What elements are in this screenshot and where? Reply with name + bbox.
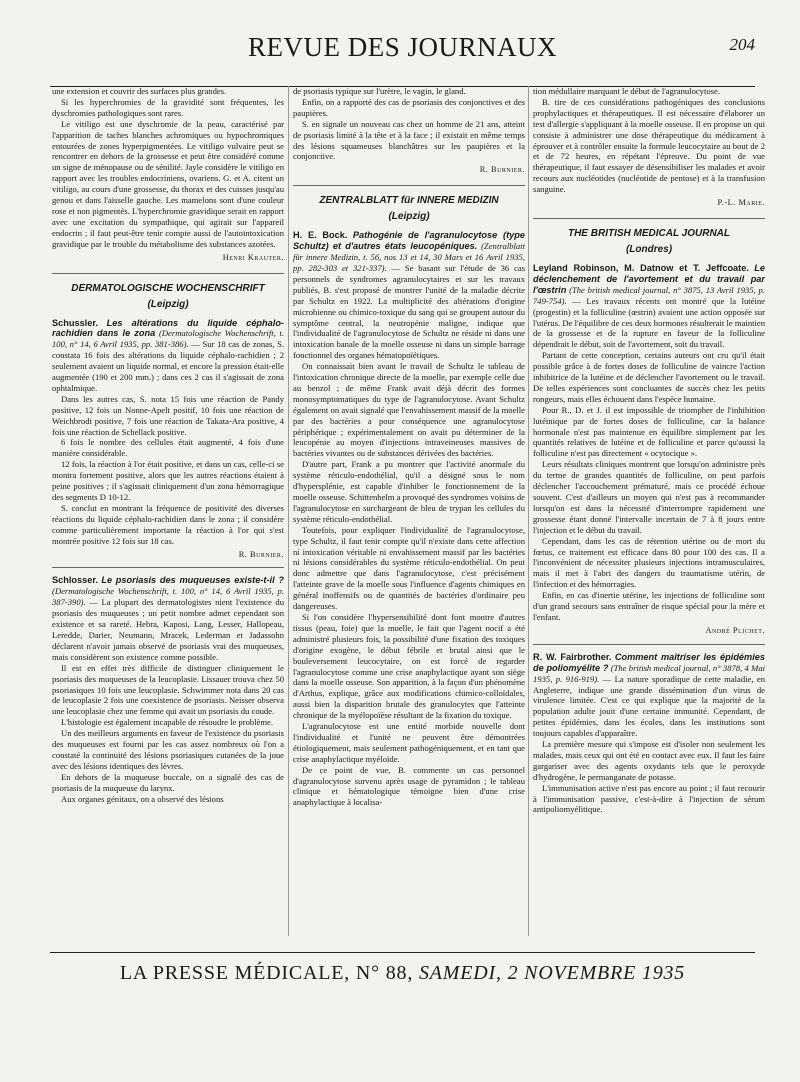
paragraph: tion médullaire marquant le début de l'agranulocytose. [533, 86, 720, 96]
article-title: Le déclenchement de l'avortement et du travail par l'œstrin [533, 262, 765, 295]
article [293, 230, 525, 808]
paragraph: 12 fois, la réaction à l'or était positive, et dans un cas, celle-ci se montra fortement positive, alors que les autres réactions étaient à peine positives ; il s'agissait cliniquement d'un zona hémorragique des segments D 10-12. [52, 459, 284, 502]
article-author: H. E. Bock. [293, 230, 348, 241]
author-signature: R. Burnier. [238, 549, 284, 559]
page-footer [50, 952, 755, 984]
page-header [50, 30, 755, 64]
article-author: R. W. Fairbrother. [533, 651, 612, 662]
paragraph: S. conclut en montrant la fréquence de positivité des diverses réactions du liquide céphalo-rachidien dans le zona ; il considère comme particulièrement importante la réaction à l'or qui s'est montrée positive 12 fois sur 18 cas. [52, 502, 284, 546]
journal-city: (Leipzig) [147, 298, 189, 310]
journal-heading [533, 218, 765, 256]
footer-weekday: SAMEDI, [418, 962, 502, 984]
article-text: — Sur 18 cas de zonas, S. constata 16 fois des altérations du liquide céphalo-rachidien ; 2 seulement avaient un liquide normal, et encore la pression était-elle augmentée (190 et 200 mm.) ; dans ces 2 cas il s'agissait de zona ophtalmique. [52, 339, 284, 393]
footer-rule [50, 952, 755, 953]
article-title: Les altérations du liquide céphalo-rachidien dans le zona [52, 317, 284, 339]
paragraph: Enfin, en cas d'inertie utérine, les injections de folliculine sont d'un grand secours sans entraîner de risque spécial pour la mère et l'enfant. [533, 590, 765, 622]
article [533, 263, 765, 645]
paragraph: Un des meilleurs arguments en faveur de l'existence du psoriasis des muqueuses est fourni par les cas assez nombreux où l'on a constaté la continuité des lésions psoriasiques cutanées de la joue avec des lésions identiques des lèvres. [52, 728, 284, 771]
paragraph: En dehors de la muqueuse buccale, on a signalé des cas de psoriasis de la muqueuse du larynx. [52, 771, 284, 793]
article-opening [52, 575, 284, 662]
paragraph: de psoriasis typique sur l'urètre, le vagin, le gland. [293, 86, 466, 96]
paragraph: Il est en effet très difficile de distinguer cliniquement le psoriasis des muqueuses de la leucoplasie. Lissauer trouva chez 50 psoriasiques 10 fois une leucoplasie. Schwimmer nota dans 20 cas de leucoplasie 2 fois une coexistence de psoriasis. Neisser observa une leucoplasie chez une femme qui avait un psoriasis du coude. [52, 662, 284, 717]
article-text: — La plupart des dermatologistes nient l'existence du psoriasis des muqueuses ; un petit nombre admet cependant son existence et sa rareté. Hebra, Kaposi, Lang, Lesser, Hallopeau, Leredde, Darier, Neumann, Mracek, Lederman et Jadassohn déclarent n'avoir jamais observé de psoriasis vrai des muqueuses, mais considèrent son existence comme possible. [52, 597, 284, 662]
journal-heading [52, 273, 284, 311]
article-title: Pathogénie de l'agranulocytose (type Schultz) et d'autres états leucopéniques. [293, 230, 525, 252]
article-divider [52, 567, 284, 568]
continued-article [533, 86, 765, 209]
article-reference: (Dermatologische Wochenschrift, t. 100, n° 14, 6 Avril 1935, pp. 381-386). [52, 328, 284, 350]
article-reference: (Zentralblatt für innere Medizin, t. 56, nos 13 et 14, 30 Mars et 16 Avril 1935, pp. 282-303 et 321-337). [293, 241, 525, 273]
paragraph: Le vitiligo est une dyschromie de la peau, caractérisé par l'apparition de taches blanches achromiques ou hypochromiques entourées de zones hyperpigmentées. Le vitiligo vulvaire peut se rencontrer en dehors de la grossesse et peut être considéré comme un signe de ménopause ou de sénilité. Jayle considère le vitiligo en rapport avec les troubles endocriniens, ovariens. G. et A. citent un vitiligo, au cours d'une grossesse, du thorax et des cuisses jusqu'au genou et dans l'aisselle gauche. Les mamelons sont d'une couleur rose et non pigmentés. L'hyperchromie gravidique serait en rapport avec une excitation du sympathique, qui agirait sur l'appareil endocrin ; il faut peut-être tenir compte aussi de l'autointoxication gravidique par le trouble du métabolisme des substances azotées. [52, 118, 284, 249]
article-opening [52, 318, 284, 394]
paragraph: Aux organes génitaux, on a observé des lésions [61, 793, 224, 804]
article-opening [533, 652, 765, 739]
article [52, 318, 284, 569]
paragraph: L'agranulocytose est une entité morbide nouvelle dont l'individualité et l'unité ne peuvent être démontrées étiologiquement, mais seulement pathogéniquement, et en tant que crise anaphylactique myéloïde. [293, 721, 525, 764]
paragraph: On connaissait bien avant le travail de Schultz le tableau de l'intoxication chronique directe de la moelle, par exemple celle due au benzol ; de même Frank avait déjà décrit des formes monosymptomatiques du type de l'agranulocytose. Avant Schultz également on avait signalé que l'envahissement massif de la moelle par des bactéries a pour conséquence une agranulocytose périphérique ; expérimentalement on avait pu déterminer de la leucopénie au moyen d'injections intraveineuses massives de bactéries vivantes ou de substances dérivées des bactéries. [293, 361, 525, 459]
article [533, 652, 765, 816]
journal-heading [293, 185, 525, 223]
article-opening [293, 230, 525, 361]
footer-date: 2 NOVEMBRE 1935 [507, 962, 686, 984]
paragraph: D'autre part, Frank a pu montrer que l'activité anormale du système réticulo-endothélial, qu'il a désigné sous le nom d'hypersplénie, est capable d'inhiber le fonctionnement de la moelle osseuse. Schittenhelm a provoqué des syndromes voisins de l'agranulocytose en surchargeant de bleu de trypan les cellules du système réticulo-endothélial. [293, 459, 525, 524]
footer-publication: LA PRESSE MÉDICALE, N° 88, [119, 962, 414, 984]
paragraph: Leurs résultats cliniques montrent que lorsqu'on administre près du terme de grandes quantités de folliculine, on peut parfois déclencher l'accouchement prématuré, mais ce procédé échoue souvent. C'est d'ailleurs un moyen qui n'est pas à recommander lorsqu'on est dans la nécessité d'interrompre rapidement une grossesse étant donné l'intervalle incertain de 7 à 8 jours entre l'injection et le début du travail. [533, 459, 765, 535]
article-reference: (Dermatologische Wochenschrift, t. 100, n° 14, 6 Avril 1935, p. 387-390). [52, 586, 284, 608]
article [52, 575, 284, 804]
paragraph: une extension et couvrir des surfaces plus grandes. [52, 86, 227, 96]
author-signature: André Plichet. [705, 625, 765, 635]
continued-article [52, 86, 284, 264]
journal-city: (Londres) [625, 243, 673, 255]
author-signature: Henri Krauter. [222, 252, 284, 262]
column-3 [533, 86, 765, 936]
paragraph: B. tire de ces considérations pathogéniques des conclusions prophylactiques et thérapeutiques. Il est nécessaire d'élaborer un test d'allergie s'appliquant à la moelle osseuse. Il en propose un qui consiste à administrer une dose thérapeutique du médicament à éprouver et à contrôler ensuite la formule leucocytaire au bout de 2 et de 72 heures, en répétant l'épreuve. Du point de vue thérapeutique, il faut essayer de désensibiliser les malades et avoir recours aux nucléotides (nucléotide de pentose) et à la transfusion sanguine. [533, 96, 765, 195]
column-2 [293, 86, 525, 936]
paragraph: Si les hyperchromies de la gravidité sont fréquentes, les dyschromies pathologiques sont rares. [52, 96, 284, 118]
paragraph: Cependant, dans les cas de rétention utérine ou de mort du fœtus, ce traitement est efficace dans 80 pour 100 des cas. Il a l'inconvénient de nécessiter plusieurs injections intramusculaires, mais il met à l'abri des dangers du traumatisme utérin, de l'infection et des hémorragies. [533, 535, 765, 590]
author-signature: P.-L. Marie. [717, 198, 765, 208]
article-author: Schlosser. [52, 575, 98, 586]
article-divider [533, 644, 765, 645]
paragraph: 6 fois le nombre des cellules était augmenté, 4 fois d'une manière considérable. [52, 437, 284, 459]
article-opening [533, 263, 765, 350]
author-signature: R. Burnier. [479, 165, 525, 175]
journal-city: (Leipzig) [388, 211, 430, 223]
column-1 [52, 86, 284, 936]
article-reference: (The british medical journal, n° 3878, 4 Mai 1935, p. 916-919). [533, 662, 765, 684]
article-author: Leyland Robinson, M. Datnow et T. Jeffcoate. [533, 262, 749, 273]
page-number: 204 [729, 35, 755, 54]
paragraph: De ce point de vue, B. commente un cas personnel d'agranulocytose survenu après usage de pyramidon ; le tableau clinique et hématologique témoigne bien d'une crise anaphylactique à localisa- [293, 764, 525, 808]
article-title: Le psoriasis des muqueuses existe-t-il ? [101, 575, 284, 586]
paragraph: Partant de cette conception, certains auteurs ont cru qu'il était possible grâce à de fortes doses de folliculine de vaincre l'action inhibitrice de la lutéine et de déclencher l'avortement ou le travail. De telles expériences sont concluantes de succès chez les petits rongeurs, mais elles échouent dans l'espèce humaine. [533, 350, 765, 404]
paragraph: S. en signale un nouveau cas chez un homme de 21 ans, atteint de psoriasis limité à la tête et à la face ; il existait en même temps des lésions squameuses blanchâtres sur les paupières et la conjonctive. [293, 118, 525, 162]
journal-name: THE BRITISH MEDICAL JOURNAL [567, 227, 731, 239]
paragraph: Enfin, on a rapporté des cas de psoriasis des conjonctives et des paupières. [293, 96, 525, 118]
article-reference: (The british medical journal, n° 3875, 13 Avril 1935, p. 749-754). [533, 284, 765, 306]
paragraph: Dans les autres cas, S. nota 15 fois une réaction de Pandy positive, 12 fois un Nonne-Apelt positif, 10 fois une réaction de Weichbrodt positive, 7 fois une réaction de Takata-Ara positive, 4 fois une réaction de Schellack positive. [52, 393, 284, 437]
paragraph: L'histologie est également incapable de résoudre le problème. [61, 717, 274, 728]
article-title: Comment maîtriser les épidémies de poliomyélite ? [533, 651, 765, 673]
journal-name: ZENTRALBLATT für INNERE MEDIZIN [319, 195, 499, 207]
paragraph: Pour R., D. et J. il est impossible de triompher de l'inhibition lutéinique par de fortes doses de folliculine, car la balance hormonale n'est pas maintenue en équilibre simplement par les quantités relatives de lutéine et de folliculine et parce qu'aussi la folliculine n'est pas directement « ocytocique ». [533, 404, 765, 459]
paragraph: Toutefois, pour expliquer l'individualité de l'agranulocytose, type Schultz, il faut tenir compte qu'il n'existe dans cette affection ni intoxication véritable ni envahissement massif par les bactéries ni lésions considérables du système réticulo-endothélial. On peut donc admettre que dans l'agranulocytose, c'est précisément l'atteinte grave de la moelle sous l'influence d'agents chimiques en général inoffensifs ou de quantités de bactéries d'ordinaire peu dangereuses. [293, 524, 525, 612]
paragraph: Si l'on considère l'hypersensibilité dont font montre d'autres tissus (peau, foie) que la moelle, le fait que l'agent nocif a été administré plusieurs fois, la possibilité d'une fixation des toxiques d'origine exogène, le début fébrile et brutal ainsi que le bouleversement leucocytaire, on est forcé de regarder l'agranulocytose comme une crise anaphylactique ayant son siège dans la moelle osseuse. Son apparition, à la façon d'un phénomène d'Arthus, explique, grâce aux modifications chimico-colloïdales, aussi bien la disparition brutale des granulocytes que l'atteinte chronique de la myélopoïèse résultant de la fixation du toxique. [293, 611, 525, 721]
continued-article [293, 86, 525, 176]
column-divider [288, 86, 289, 936]
journal-name: DERMATOLOGISCHE WOCHENSCHRIFT [71, 282, 265, 294]
paragraph: L'immunisation active n'est pas encore au point ; il faut recourir à l'immunisation passive, c'est-à-dire à l'injection de sérum antipoliomyélitique. [533, 782, 765, 815]
paragraph: La première mesure qui s'impose est d'isoler non seulement les malades, mais ceux qui ont été en contact avec eux. Il faut les faire gargariser avec des agents oxydants tels que le peroxyde d'hydrogène, le permanganate de potasse. [533, 739, 765, 782]
article-text: — Les travaux récents ont montré que la lutéine (progestin) et la folliculine (œstrin) avaient une action opposée sur l'utérus. De l'équilibre de ces deux hormones résulterait le maintien de la grossesse et de la rupture en faveur de la folliculine dépendrait le début, soit de l'avortement, soit du travail. [533, 295, 765, 350]
column-divider [528, 86, 529, 936]
article-text: — Se basant sur l'étude de 36 cas personnels de syndromes agranulocytaires et sur les travaux publiés, B. s'est proposé de montrer l'unité de la maladie décrite par Schultz en 1922. La multiplicité des altérations d'origine microbienne ou chimico-toxique du sang qui se groupent autour du symptôme central, la neutropénie maligne, indique que l'individualité de l'agranulocytose de Schultz ne réside ni dans une intoxication banale de la moelle osseuse ni dans un simple barrage fonctionnel des organes hématopoïétiques. [293, 262, 525, 361]
journal-section-title: REVUE DES JOURNAUX [247, 32, 557, 62]
article-author: Schussler. [52, 317, 98, 328]
article-text: — La nature sporadique de cette maladie, en Angleterre, indique une grande dissémination d'un virus de virulence limitée. C'est ce qui explique que la majorité de la population adulte jouit d'une certaine immunité. Cependant, de petites épidémies, dans les écoles, dans les institutions sont toujours capables d'apparaître. [533, 673, 765, 739]
footer-text [50, 962, 755, 985]
